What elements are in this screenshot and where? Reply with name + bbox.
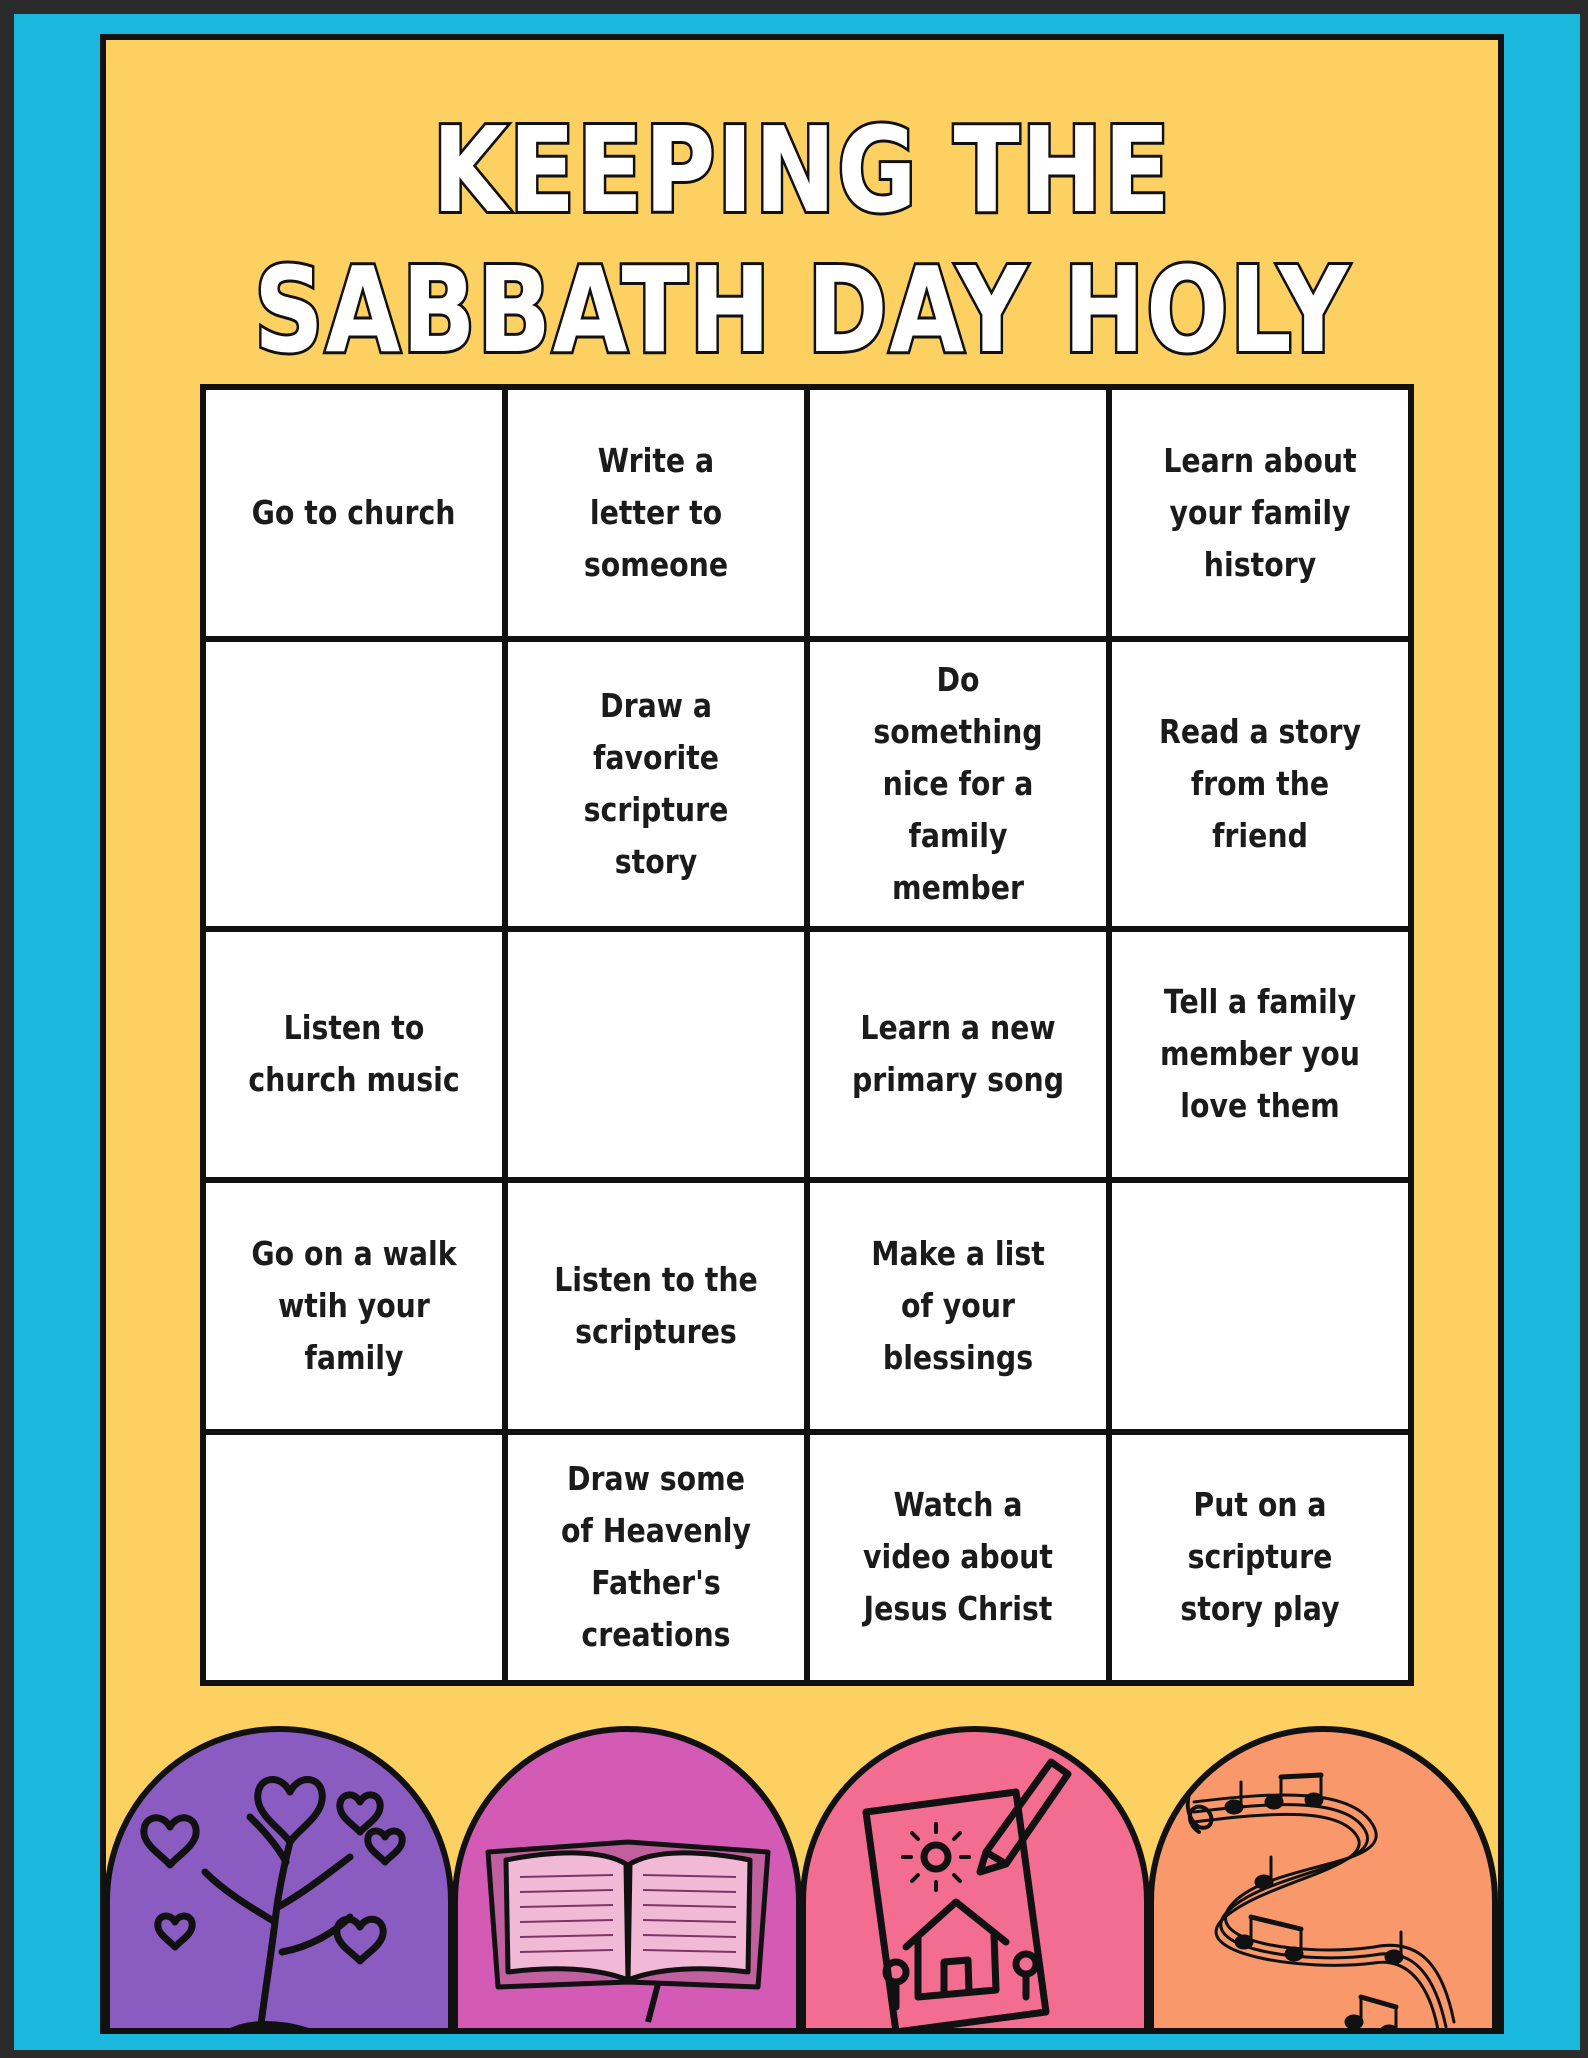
title-line-2: SABBATH DAY HOLY bbox=[254, 241, 1350, 379]
grid-cell bbox=[206, 1435, 502, 1681]
music-notes-icon bbox=[1154, 1732, 1494, 2034]
cell-text: Draw a favorite scripture story bbox=[583, 685, 729, 881]
cell-text: Learn about your family history bbox=[1163, 440, 1357, 584]
grid-cell bbox=[206, 390, 502, 636]
grid-cell bbox=[1112, 642, 1408, 926]
page-title bbox=[231, 100, 1372, 380]
grid-cell bbox=[508, 932, 804, 1178]
cell-text: Learn a new primary song bbox=[851, 1008, 1065, 1100]
cell-text: Listen to church music bbox=[248, 1008, 460, 1100]
arch-open-book bbox=[452, 1726, 802, 2034]
house-drawing-icon bbox=[806, 1732, 1146, 2034]
open-book-icon bbox=[458, 1732, 798, 2034]
cell-text: Read a story from the friend bbox=[1159, 711, 1361, 855]
grid-cell bbox=[1112, 1183, 1408, 1429]
arch-house-drawing bbox=[800, 1726, 1150, 2034]
arch-heart-tree bbox=[104, 1726, 454, 2034]
title-line-1: KEEPING THE bbox=[432, 101, 1172, 239]
cell-text: Write a letter to someone bbox=[583, 440, 729, 584]
grid-cell bbox=[810, 932, 1106, 1178]
heart-tree-icon bbox=[110, 1732, 450, 2034]
grid-cell bbox=[508, 642, 804, 926]
grid-cell bbox=[508, 390, 804, 636]
grid-cell bbox=[810, 390, 1106, 636]
grid-cell bbox=[206, 932, 502, 1178]
grid-cell bbox=[206, 1183, 502, 1429]
cell-text: Go on a walk wtih your family bbox=[251, 1233, 457, 1377]
grid-cell bbox=[508, 1183, 804, 1429]
grid-cell bbox=[206, 642, 502, 926]
icon-arches bbox=[106, 1726, 1498, 2034]
arch-music-notes bbox=[1148, 1726, 1498, 2034]
page-border bbox=[14, 14, 1580, 2050]
cell-text: Listen to the scriptures bbox=[554, 1259, 758, 1351]
grid-cell bbox=[508, 1435, 804, 1681]
cell-text: Watch a video about Jesus Christ bbox=[863, 1485, 1053, 1629]
cell-text: Put on a scripture story play bbox=[1180, 1485, 1340, 1629]
activity-grid bbox=[200, 384, 1414, 1686]
grid-cell bbox=[810, 1435, 1106, 1681]
grid-cell bbox=[1112, 390, 1408, 636]
cell-text: Draw some of Heavenly Father's creations bbox=[560, 1459, 752, 1655]
grid-cell bbox=[810, 642, 1106, 926]
grid-cell bbox=[810, 1183, 1106, 1429]
cell-text: Tell a family member you love them bbox=[1159, 982, 1361, 1126]
cell-text: Do something nice for a family member bbox=[873, 659, 1043, 907]
grid-cell bbox=[1112, 1435, 1408, 1681]
cell-text: Make a list of your blessings bbox=[871, 1233, 1045, 1377]
grid-cell bbox=[1112, 932, 1408, 1178]
worksheet-panel bbox=[100, 34, 1504, 2034]
cell-text: Go to church bbox=[252, 492, 456, 532]
